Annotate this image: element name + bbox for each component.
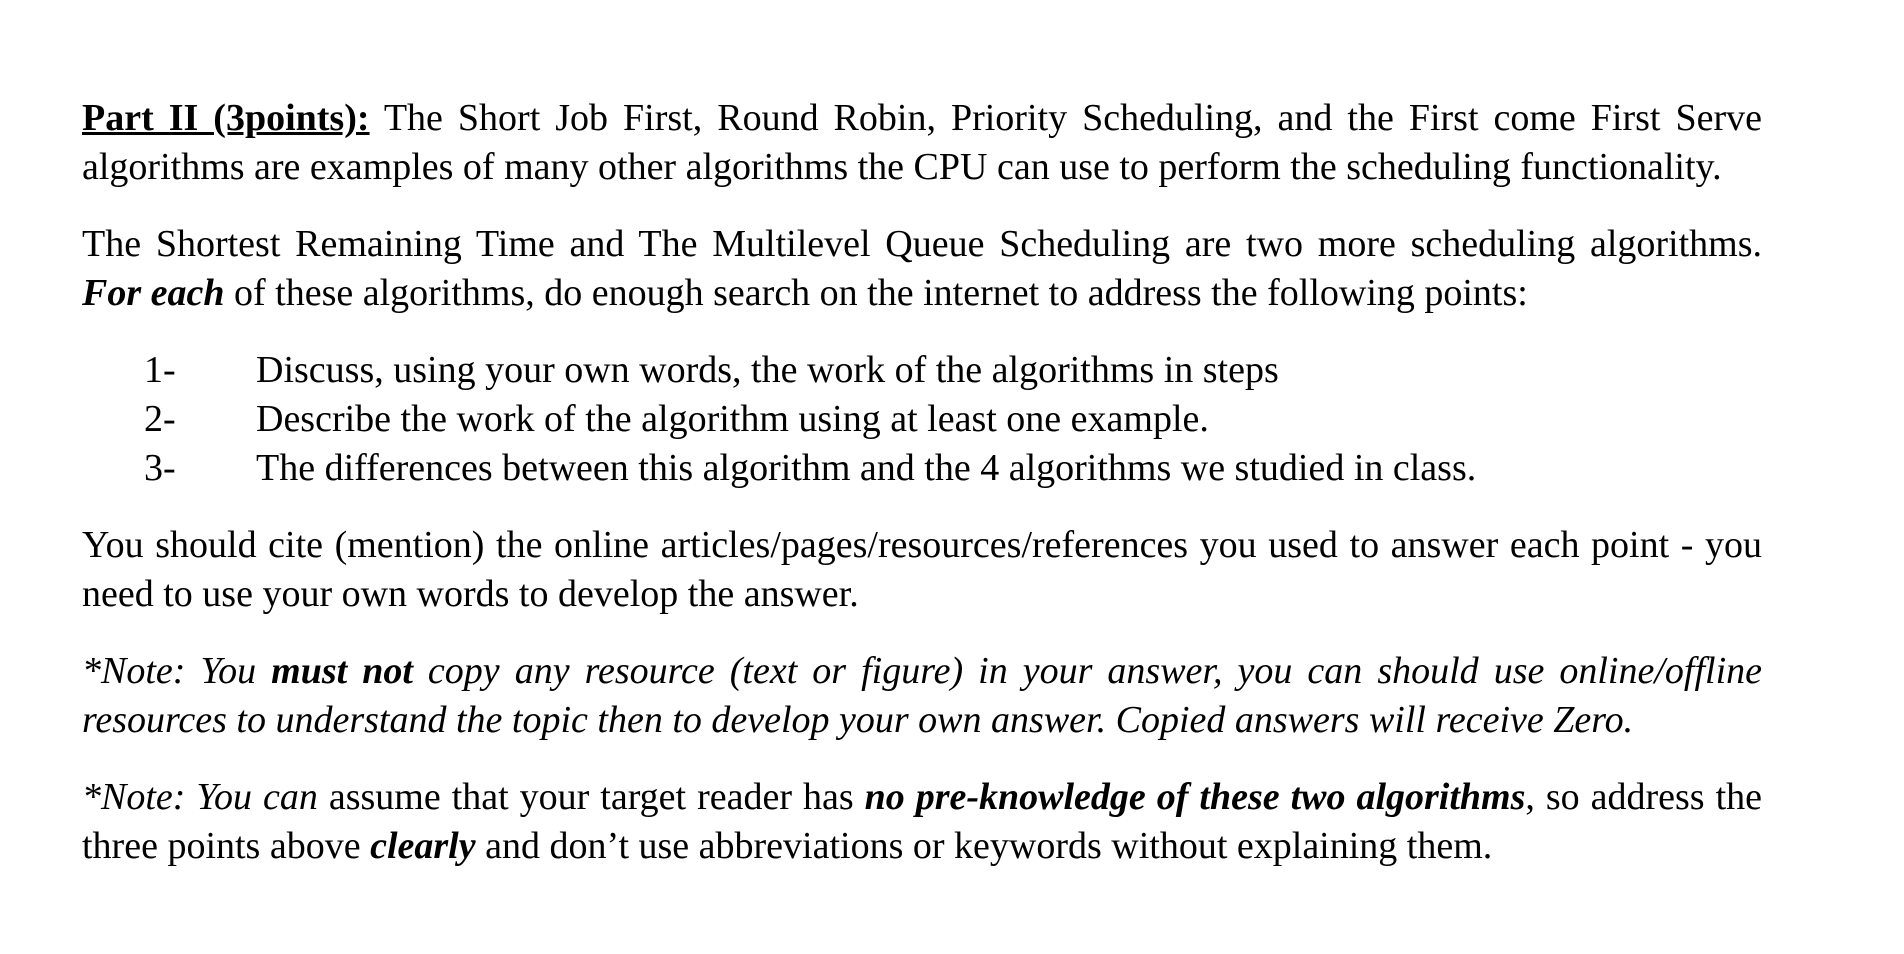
note-2-emphasis-2: clearly [370,825,476,867]
list-item-text: Describe the work of the algorithm using at least one example. [256,398,1209,440]
part-heading-label: Part II (3points): [82,97,370,139]
list-item [82,444,1762,493]
list-item-number: 1- [144,349,176,391]
intro-line-1: The Shortest Remaining Time and The Multilevel Queue Scheduling are two more scheduling algorithms. [82,223,1762,265]
part-heading-text: The Short Job First, Round Robin, Priority Scheduling, and the First come First Serve algorithms are examples of many other algorithms the CPU can use to perform the scheduling functionality. [82,97,1762,188]
note-2-text-1: assume that your target reader has [317,776,865,818]
list-item-text: Discuss, using your own words, the work of the algorithms in steps [256,349,1279,391]
list-item [82,395,1762,444]
note-1-text: copy any resource (text or figure) in your answer, you can should use online/offline resources to understand the topic then to develop your own answer. Copied answers will receive Zero. [82,650,1763,741]
cite-paragraph [82,521,1762,619]
intro-line-2: of these algorithms, do enough search on the internet to address the following points: [224,272,1528,314]
list-item-number: 3- [144,447,176,489]
note-2-text-3: and don’t use abbreviations or keywords without explaining them. [475,825,1493,867]
intro-emphasis: For each [82,272,225,314]
assignment-document [82,94,1762,899]
note-2-emphasis-1: no pre-knowledge of these two algorithms [864,776,1526,818]
note-2-prefix: *Note: You can [82,776,318,818]
note-2-paragraph [82,773,1762,871]
cite-text: You should cite (mention) the online articles/pages/resources/references you used to answer each point - you need to use your own words to develop the answer. [82,524,1762,615]
list-item-text: The differences between this algorithm and the 4 algorithms we studied in class. [256,447,1477,489]
intro-paragraph [82,220,1762,318]
part-two-paragraph [82,94,1762,192]
list-item-number: 2- [144,398,176,440]
note-1-emphasis: must not [271,650,413,692]
points-list [82,346,1762,493]
note-1-paragraph [82,647,1762,745]
list-item [82,346,1762,395]
note-2-text-2: , so address the three points above [82,776,1762,867]
note-1-prefix: *Note: You [82,650,272,692]
